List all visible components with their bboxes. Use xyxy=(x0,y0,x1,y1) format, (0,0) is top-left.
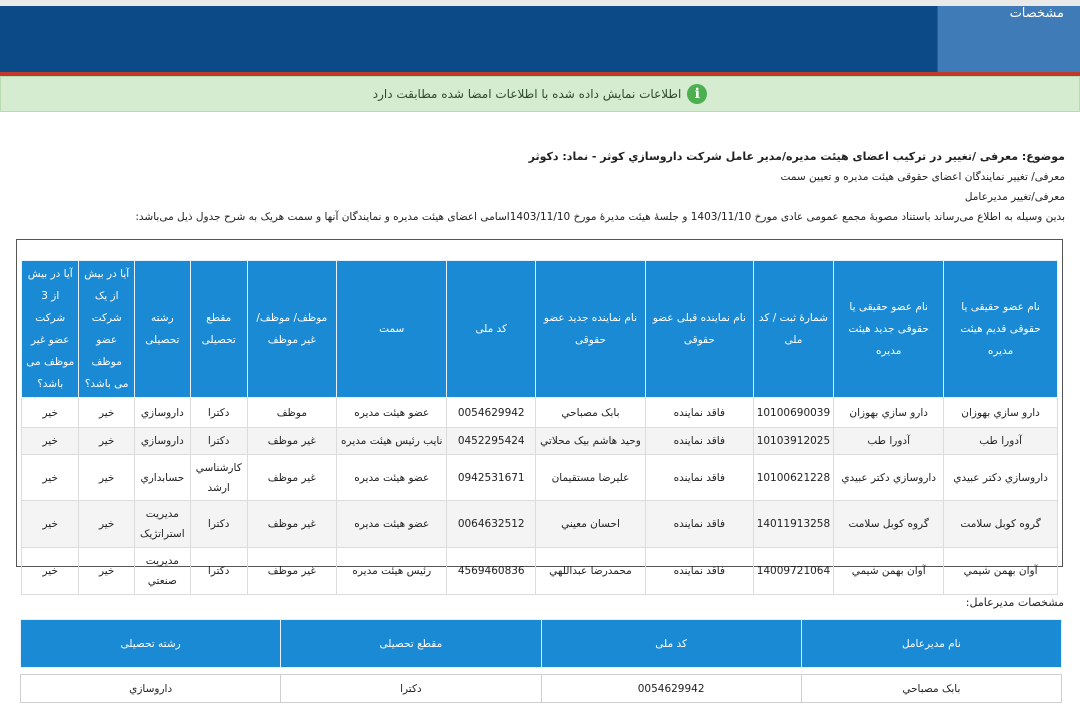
table-cell: عضو هیئت مدیره xyxy=(337,501,447,548)
table-cell: حسابداري xyxy=(134,455,190,501)
table-cell: مدیریت صنعتي xyxy=(134,548,190,595)
table-cell: خیر xyxy=(79,428,134,455)
table-cell: فاقد نماینده xyxy=(645,455,753,501)
table-cell: کارشناسي ارشد xyxy=(190,455,247,501)
col-header: مقطع تحصیلی xyxy=(281,620,541,668)
announcement-intro xyxy=(15,147,1065,227)
tab-moshakhasat[interactable] xyxy=(937,6,1080,72)
manager-section-title: مشخصات مدیرعامل: xyxy=(965,596,1064,609)
table-cell: داروسازي دکتر عبيدي xyxy=(944,455,1058,501)
header-bar xyxy=(0,6,1080,76)
col-header: سمت xyxy=(337,261,447,398)
subject-line: موضوع: معرفی /تغییر در ترکیب اعضای هیئت مدیره/مدیر عامل شرکت داروسازي کوثر - نماد: دکوثر xyxy=(528,150,1065,163)
table-cell: موظف xyxy=(247,398,336,428)
table-cell: دکترا xyxy=(190,501,247,548)
table-cell: مدیریت استراتژیک xyxy=(134,501,190,548)
table-cell: خیر xyxy=(79,548,134,595)
table-cell: آدورا طب xyxy=(944,428,1058,455)
board-members-table xyxy=(21,260,1058,595)
table-cell: 14009721064 xyxy=(753,548,834,595)
col-header: کد ملی xyxy=(447,261,536,398)
table-cell: 14011913258 xyxy=(753,501,834,548)
table-row xyxy=(22,548,1058,595)
col-header: نام عضو حقیقی یا حقوقی قدیم هیئت مدیره xyxy=(944,261,1058,398)
table-cell: عضو هیئت مدیره xyxy=(337,398,447,428)
table-cell: دکترا xyxy=(281,675,541,703)
table-cell: رئیس هیئت مدیره xyxy=(337,548,447,595)
table-cell: 0452295424 xyxy=(447,428,536,455)
intro-line-1: معرفی/ تغییر نمایندگان اعضای حقوقی هیئت مدیره و تعیین سمت xyxy=(780,171,1065,183)
notice-text: اطلاعات نمایش داده شده با اطلاعات امضا شده مطابقت دارد xyxy=(372,87,682,101)
table-cell: غیر موظف xyxy=(247,455,336,501)
table-cell: خیر xyxy=(79,501,134,548)
table-header-row xyxy=(22,261,1058,398)
table-cell: 0942531671 xyxy=(447,455,536,501)
table-cell: فاقد نماینده xyxy=(645,398,753,428)
table-cell: دکترا xyxy=(190,428,247,455)
table-row xyxy=(22,455,1058,501)
col-header: آیا در بیش از 3 شرکت عضو غیر موظف می باشد؟ xyxy=(22,261,79,398)
col-header: نام نماینده جدید عضو حقوقی xyxy=(535,261,645,398)
table-cell: فاقد نماینده xyxy=(645,548,753,595)
table-cell: گروه کوبل سلامت xyxy=(944,501,1058,548)
table-cell: 4569460836 xyxy=(447,548,536,595)
members-table-frame xyxy=(16,239,1063,587)
col-header: نام نماینده قبلی عضو حقوقی xyxy=(645,261,753,398)
table-header-row xyxy=(21,620,1062,668)
table-cell: غیر موظف xyxy=(247,548,336,595)
info-icon: i xyxy=(687,84,707,104)
table-cell: دکترا xyxy=(190,398,247,428)
col-header: کد ملی xyxy=(541,620,801,668)
table-cell: 0054629942 xyxy=(541,675,801,703)
table-cell: خیر xyxy=(22,428,79,455)
col-header: موظف/ موظف/غیر موظف xyxy=(247,261,336,398)
table-cell: فاقد نماینده xyxy=(645,501,753,548)
table-cell: نایب رئیس هیئت مدیره xyxy=(337,428,447,455)
verification-notice xyxy=(0,76,1080,112)
table-cell: غیر موظف xyxy=(247,501,336,548)
table-cell: خیر xyxy=(79,455,134,501)
table-cell: محمدرضا عبداللهي xyxy=(535,548,645,595)
table-cell: دکترا xyxy=(190,548,247,595)
table-cell: 10103912025 xyxy=(753,428,834,455)
table-cell: داروسازي دکتر عبيدي xyxy=(834,455,944,501)
table-row xyxy=(22,428,1058,455)
manager-table xyxy=(20,674,1062,703)
table-cell: داروسازي xyxy=(134,428,190,455)
table-cell: وحید هاشم بیک محلاتي xyxy=(535,428,645,455)
table-cell: خیر xyxy=(22,398,79,428)
table-cell: 0064632512 xyxy=(447,501,536,548)
table-cell: 10100690039 xyxy=(753,398,834,428)
table-cell: احسان معيني xyxy=(535,501,645,548)
table-cell: بابک مصباحي xyxy=(801,675,1061,703)
table-cell: آوان بهمن شيمي xyxy=(944,548,1058,595)
col-header: آیا در بیش از یک شرکت عضو موظف می باشد؟ xyxy=(79,261,134,398)
table-cell: 10100621228 xyxy=(753,455,834,501)
table-row xyxy=(21,675,1062,703)
table-cell: خیر xyxy=(22,501,79,548)
col-header: نام عضو حقیقی یا حقوقی جدید هیئت مدیره xyxy=(834,261,944,398)
col-header: نام مدیرعامل xyxy=(801,620,1061,668)
table-cell: خیر xyxy=(22,455,79,501)
table-cell: خیر xyxy=(22,548,79,595)
table-cell: گروه کوبل سلامت xyxy=(834,501,944,548)
table-cell: داروسازي xyxy=(21,675,281,703)
table-cell: خیر xyxy=(79,398,134,428)
table-cell: بابک مصباحي xyxy=(535,398,645,428)
table-row xyxy=(22,501,1058,548)
table-cell: آوان بهمن شيمي xyxy=(834,548,944,595)
table-cell: فاقد نماینده xyxy=(645,428,753,455)
intro-line-3: بدین وسیله به اطلاع می‌رساند باستناد مصوبۀ مجمع عمومی عادی مورخ 1403/11/10 و جلسۀ هیئت مدیرۀ مورخ 1403/11/10اسامی اعضای هیئت مدیره و نمایندگان آنها و سمت هریک به شرح جدول ذیل می‌باشد: xyxy=(135,211,1065,223)
col-header: شمارۀ ثبت / کد ملی xyxy=(753,261,834,398)
table-cell: داروسازي xyxy=(134,398,190,428)
table-cell: 0054629942 xyxy=(447,398,536,428)
table-cell: دارو سازي بهوزان xyxy=(834,398,944,428)
col-header: مقطع تحصیلی xyxy=(190,261,247,398)
table-row xyxy=(22,398,1058,428)
table-cell: عليرضا مستقيمان xyxy=(535,455,645,501)
table-cell: عضو هیئت مدیره xyxy=(337,455,447,501)
manager-table-header xyxy=(20,619,1062,668)
col-header: رشته تحصیلی xyxy=(21,620,281,668)
tab-label: مشخصات xyxy=(1009,6,1064,21)
table-cell: آدورا طب xyxy=(834,428,944,455)
intro-line-2: معرفی/تغییر مدیرعامل xyxy=(964,191,1065,203)
table-cell: دارو سازي بهوزان xyxy=(944,398,1058,428)
table-cell: غیر موظف xyxy=(247,428,336,455)
col-header: رشته تحصیلی xyxy=(134,261,190,398)
